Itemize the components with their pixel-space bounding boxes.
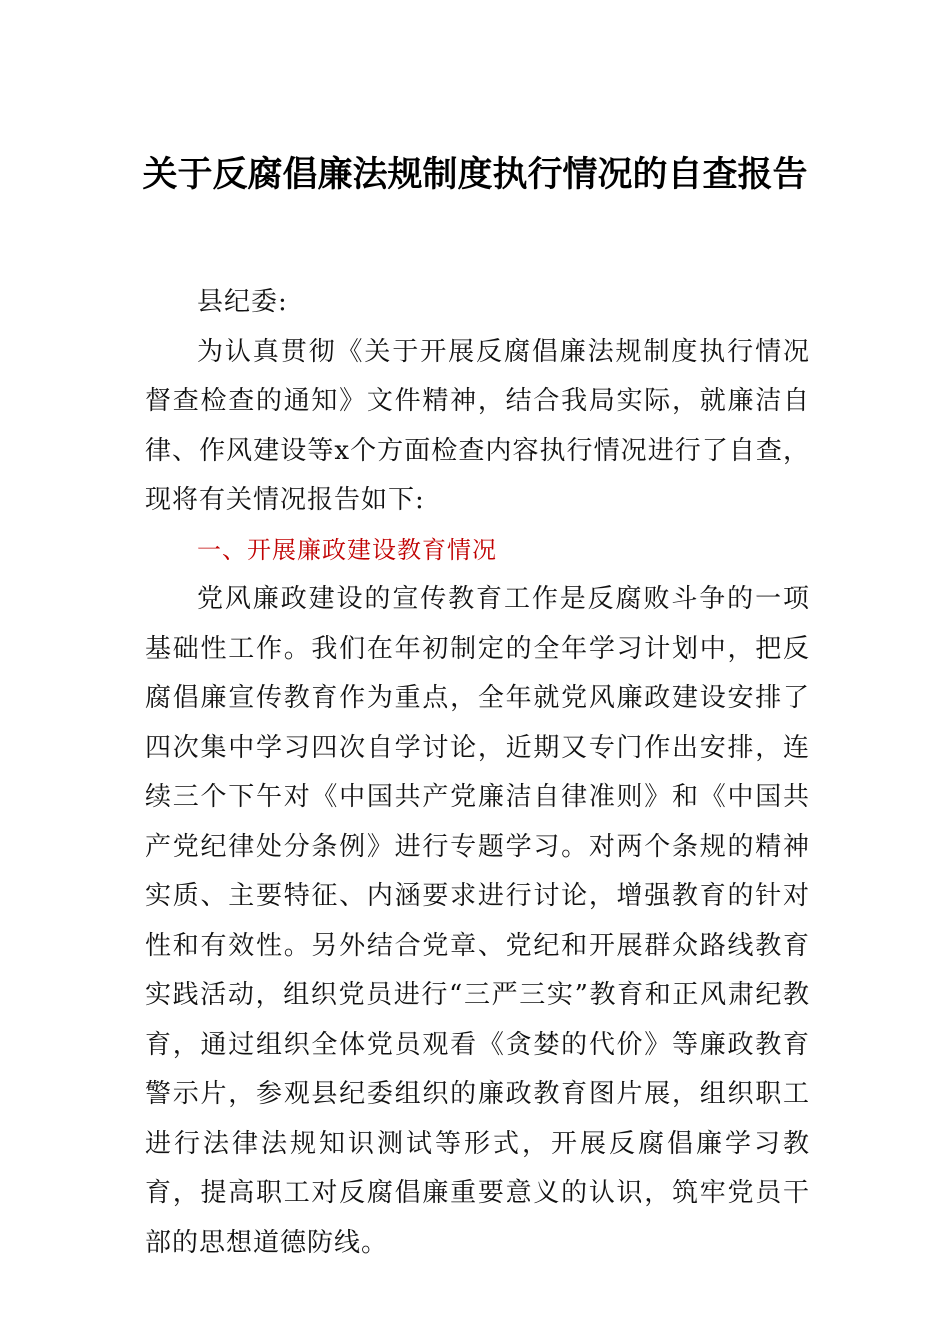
salutation: 县纪委: [197,287,288,317]
page-title: 关于反腐倡廉法规制度执行情况的自查报告 [142,155,808,195]
document-body [145,278,810,1268]
intro-paragraph: 为认真贯彻《关于开展反腐倡廉法规制度执行情况督查检查的通知》文件精神，结合我局实际，就廉洁自律、作风建设等x个方面检查内容执行情况进行了自查，现将有关情况报告如下: [145,336,810,515]
section-heading-1: 一、开展廉政建设教育情况 [197,535,497,564]
section-1-paragraph: 党风廉政建设的宣传教育工作是反腐败斗争的一项基础性工作。我们在年初制定的全年学习计划中，把反腐倡廉宣传教育作为重点，全年就党风廉政建设安排了四次集中学习四次自学讨论，近期又专门作出安排，连续三个下午对《中国共产党廉洁自律准则》和《中国共产党纪律处分条例》进行专题学习。对两个条规的精神实质、主要特征、内涵要求进行讨论，增强教育的针对性和有效性。另外结合党章、党纪和开展群众路线教育实践活动，组织党员进行“三严三实”教育和正风肃纪教育，通过组织全体党员观看《贪婪的代价》等廉政教育警示片，参观县纪委组织的廉政教育图片展，组织职工进行法律法规知识测试等形式，开展反腐倡廉学习教育，提高职工对反腐倡廉重要意义的认识，筑牢党员干部的思想道德防线。 [145,584,810,1258]
